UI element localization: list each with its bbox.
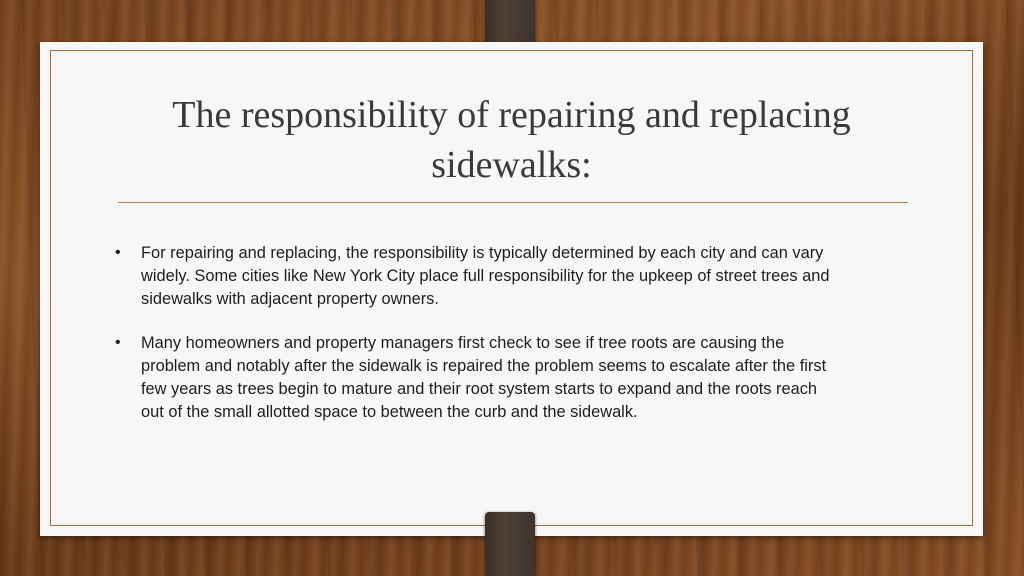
bullet-text: For repairing and replacing, the responsibility is typically determined by each city and can vary widely. Some cities like New York City place full responsibility for the upkeep of street trees and sidewalks with adjacent property owners. <box>141 244 830 308</box>
bottom-binder-clip <box>485 512 535 576</box>
slide-card <box>40 42 983 536</box>
bullet-list <box>115 242 835 446</box>
bullet-item <box>115 242 835 310</box>
bullet-dot-icon: • <box>115 244 121 261</box>
bullet-text: Many homeowners and property managers first check to see if tree roots are causing the problem and notably after the sidewalk is repaired the problem seems to escalate after the first few years as trees begin to mature and their root system starts to expand and the roots reach out of the small allotted space to between the curb and the sidewalk. <box>141 334 827 421</box>
bullet-item <box>115 332 835 423</box>
title-divider <box>118 202 908 203</box>
slide-title: The responsibility of repairing and replacing sidewalks: <box>172 94 851 186</box>
bullet-dot-icon: • <box>115 334 121 352</box>
